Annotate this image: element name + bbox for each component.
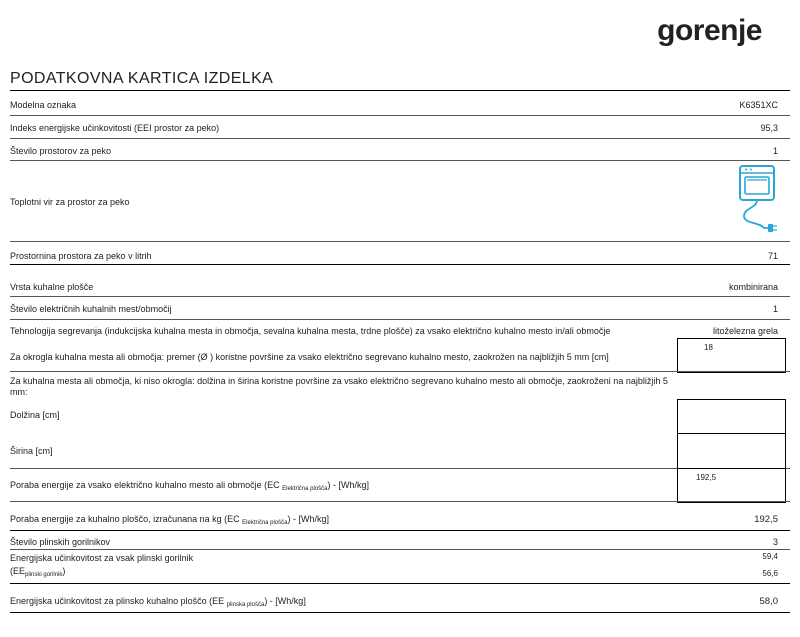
row-divider [10,319,790,320]
diameter-value: 18 [704,343,713,352]
hob-type-label: Vrsta kuhalne plošče [10,282,94,292]
width-value-box [677,433,786,470]
row-divider [10,501,790,502]
volume-value: 71 [767,251,778,261]
section-divider [10,264,790,265]
section-divider [10,530,790,531]
title-rule [10,90,790,91]
heating-tech-value: litoželezna grela [712,326,778,336]
diameter-label: Za okrogla kuhalna mesta ali območja: premer (Ø ) koristne površine za vsako električno segrevano kuhalno mesto, zaokrožen na najbližjih 5 mm [cm] [10,352,609,362]
ee-hob-label: Energijska učinkovitost za plinsko kuhalno ploščo (EE $_{plinska plošča}$) - [Wh/kg] [10,596,306,608]
non-circular-label: Za kuhalna mesta ali območja, ki niso okrogla: dolžina in širina koristne površine za vsako električno segrevano kuhalno mesto ali območje, zaokroženi na najbližjih 5 mm: [10,376,668,397]
ee-burner-label-line1: Energijska učinkovitost za vsak plinski gorilnik [10,553,194,563]
ec-hob-value: 192,5 [754,514,778,525]
length-label: Dolžina [cm] [10,410,60,420]
section-divider [10,612,790,613]
cavities-label: Število prostorov za peko [10,146,112,156]
row-divider [10,241,790,242]
brand-logo: gorenje [657,14,762,47]
heating-tech-label: Tehnologija segrevanja (indukcijska kuhalna mesta in območja, sevalna kuhalna mesta, trdne plošče) za vsako električno kuhalno mesto in/ali območje [10,326,611,336]
electric-zones-value: 1 [772,304,778,314]
diameter-value-box [677,338,786,373]
row-divider [10,296,790,297]
volume-label: Prostornina prostora za peko v litrih [10,251,152,261]
eei-value: 95,3 [760,123,778,133]
ec-zone-label: Poraba energije za vsako električno kuhalno mesto ali območje (EC $_{Električna plošča}$) - [Wh/kg] [10,480,370,492]
model-value: K6351XC [739,100,778,110]
cavities-value: 1 [772,146,778,156]
hob-type-value: kombinirana [728,282,778,292]
electric-zones-label: Število električnih kuhalnih mest/območij [10,304,172,314]
row-divider [10,138,790,139]
gas-burners-value: 3 [772,537,778,547]
ee-burner-value: 56,6 [762,569,778,578]
row-divider [10,115,790,116]
length-value-box [677,399,786,434]
electric-oven-icon [738,164,778,238]
page-title: PODATKOVNA KARTICA IZDELKA [10,70,274,87]
width-label: Širina [cm] [10,446,53,456]
row-divider [10,549,790,550]
ee-hob-value: 58,0 [759,596,778,607]
heat-source-label: Toplotni vir za prostor za peko [10,197,130,207]
section-divider [10,583,790,584]
ec-zone-value: 192,5 [696,473,717,482]
ee-burner-value: 59,4 [762,552,778,561]
ec-hob-label: Poraba energije za kuhalno ploščo, izračunana na kg (EC $_{Električna plošča}$) - [Wh/kg] [10,514,330,526]
eei-label: Indeks energijske učinkovitosti (EEI prostor za peko) [10,123,220,133]
model-label: Modelna oznaka [10,100,77,110]
ec-zone-value-box [677,468,786,503]
gas-burners-label: Število plinskih gorilnikov [10,537,111,547]
row-divider [10,371,790,372]
row-divider [10,468,790,469]
ee-burner-label-line2: $(EE_{plinski gorilnik})$ [10,566,66,578]
row-divider [10,160,790,161]
